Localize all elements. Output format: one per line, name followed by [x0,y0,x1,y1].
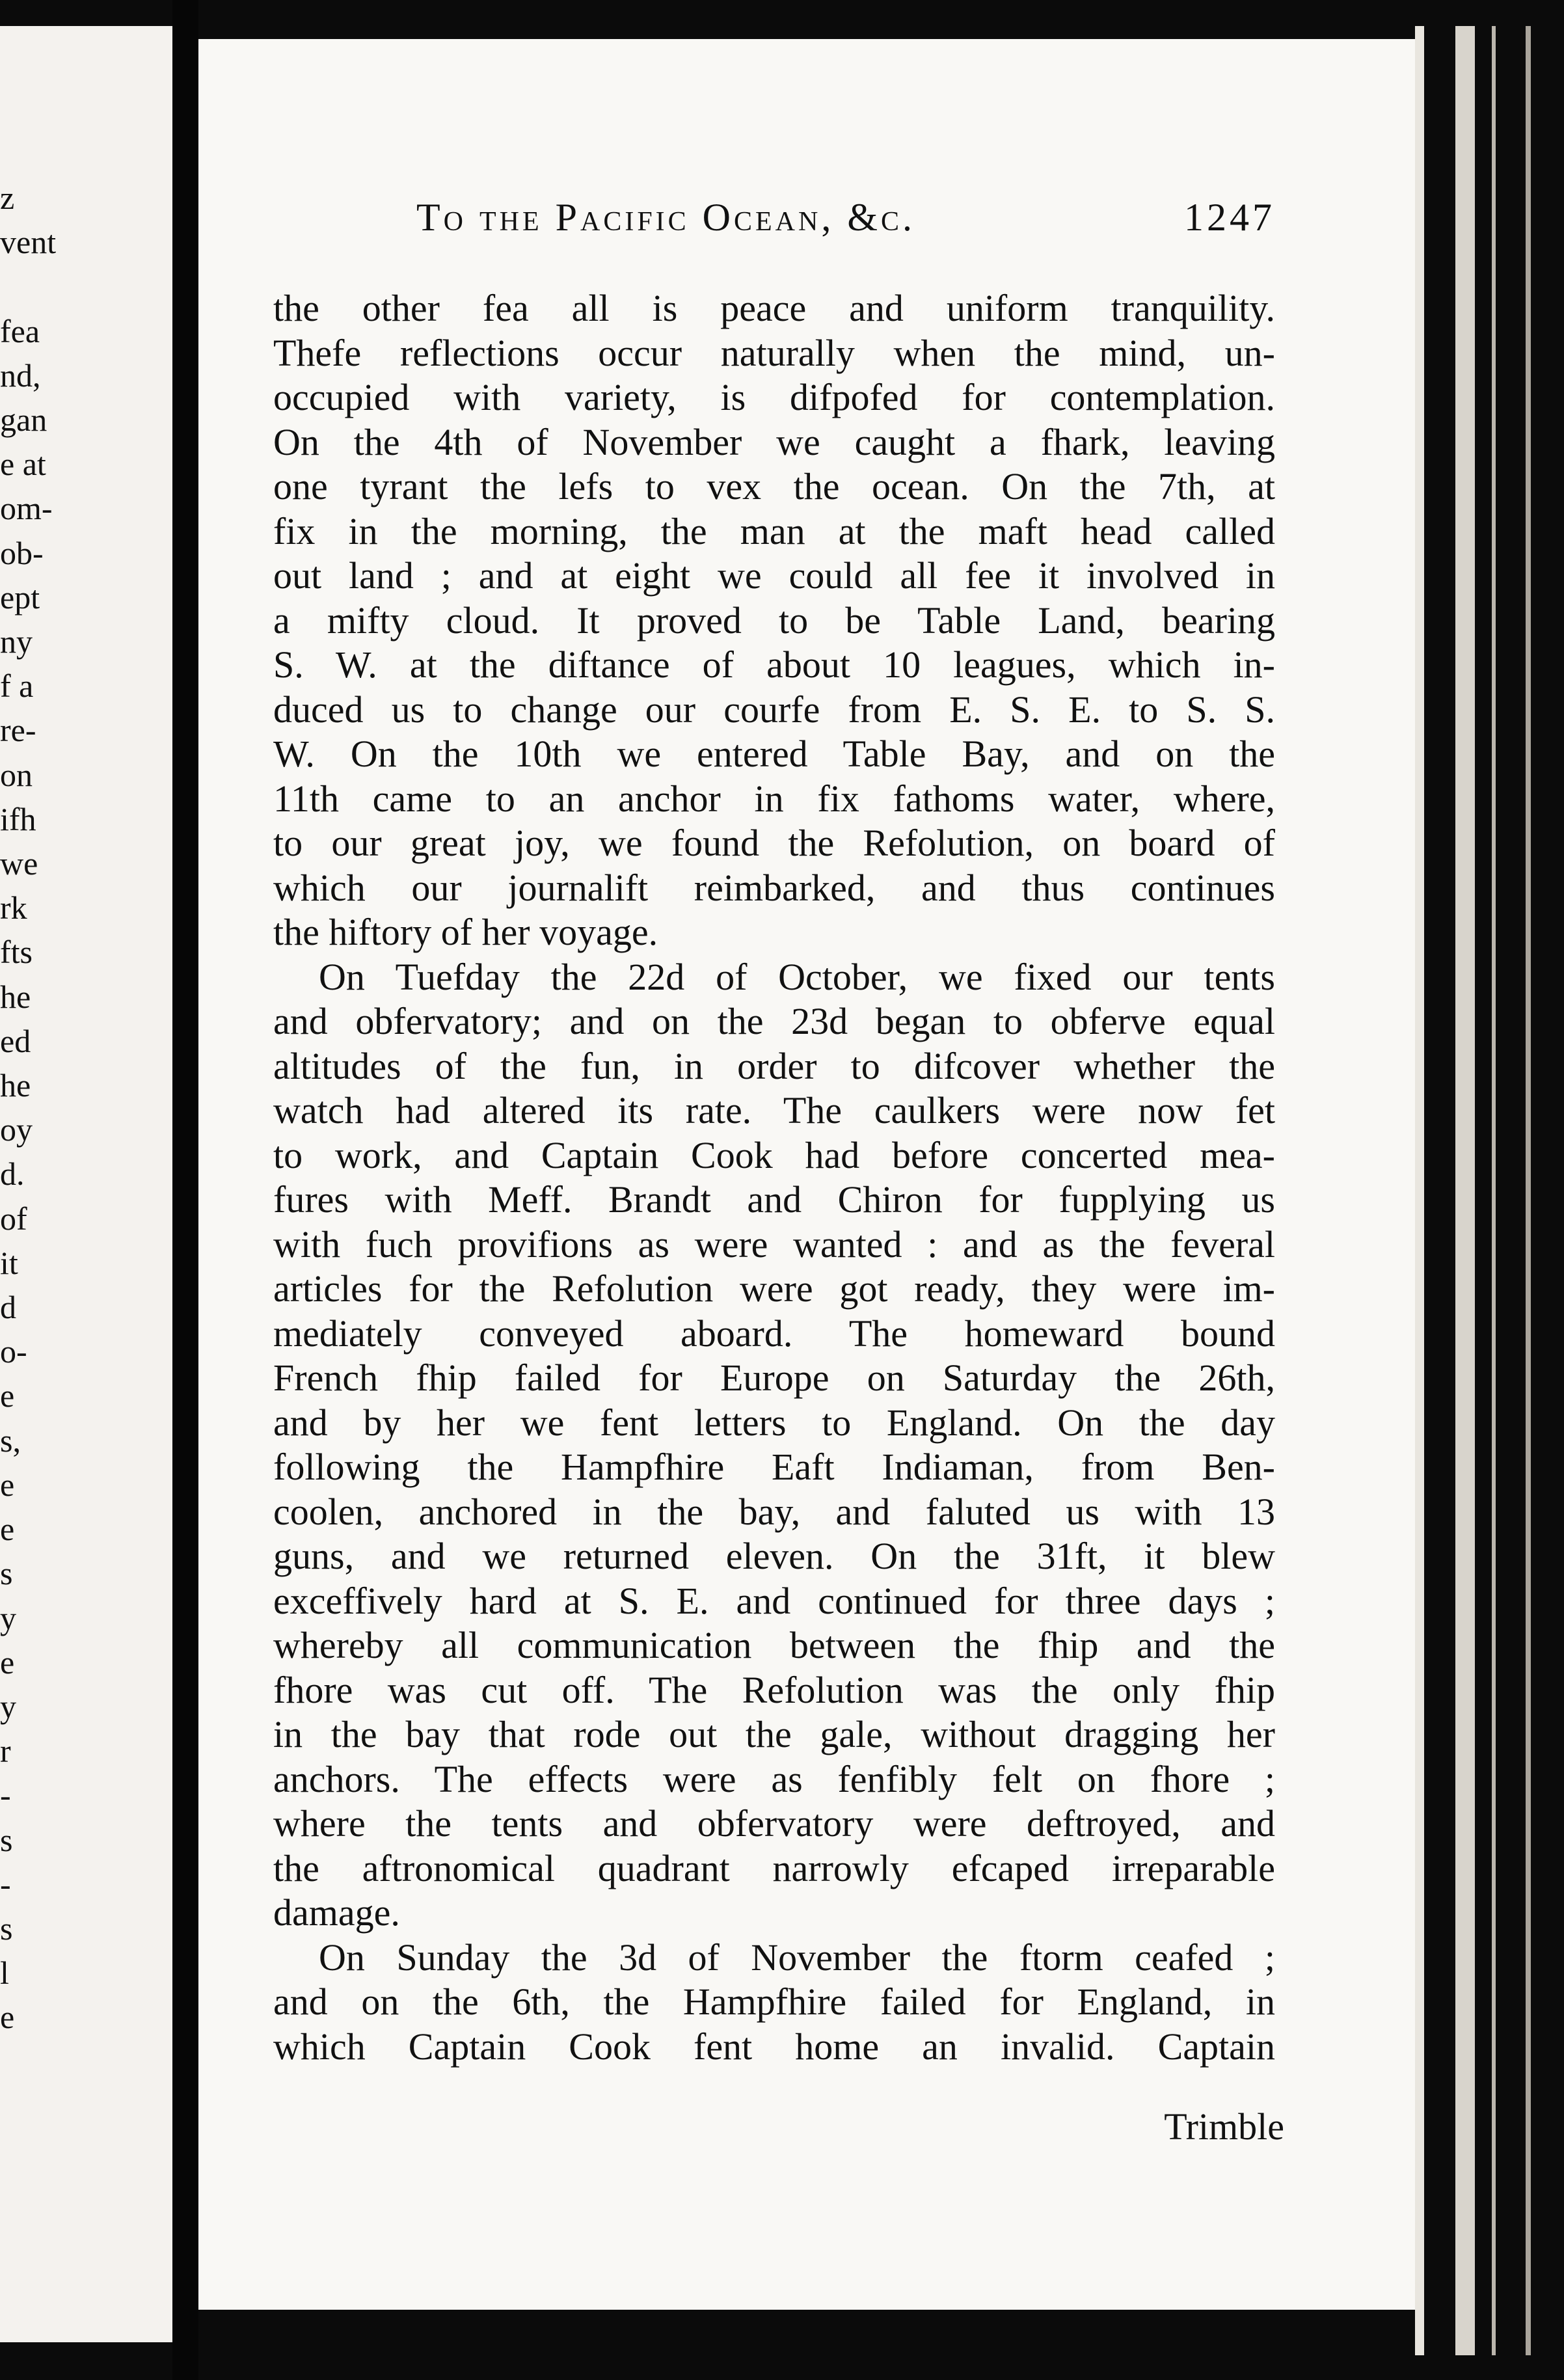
text-line: a mifty cloud. It proved to be Table Land, bearing [273,599,1275,642]
text-line: and on the 6th, the Hampfhire failed for England, in [273,1981,1275,2023]
text-line: occupied with variety, is difpofed for contemplation. [273,376,1275,418]
page-edges [1415,26,1564,2355]
left-page-fragment: e [0,1643,15,1681]
paragraph [273,955,1275,1936]
left-page-fragment: - [0,1777,11,1814]
text-line: with fuch provifions as were wanted : and as the feveral [273,1223,1275,1265]
text-line: whereby all communication between the fhip and the [273,1624,1275,1666]
text-line: Thefe reflections occur naturally when the mind, un- [273,331,1275,374]
left-page-fragment: l [0,1954,9,1992]
left-page-text-fragments [0,176,72,2040]
left-page [0,26,172,2342]
left-page-fragment: rk [0,889,27,926]
running-title: To the Pacific Ocean, &c. [416,196,916,239]
left-page-fragment: y [0,1599,16,1636]
left-page-fragment: oy [0,1111,33,1148]
text-line: guns, and we returned eleven. On the 31ft, it blew [273,1535,1275,1577]
left-page-fragment: ny [0,623,33,660]
text-line: anchors. The effects were as fenfibly felt on fhore ; [273,1757,1275,1800]
text-line: altitudes of the fun, in order to difcover whether the [273,1044,1275,1087]
left-page-fragment: fts [0,934,33,971]
left-page-fragment: - [0,1865,11,1902]
left-page-fragment: s [0,1821,13,1858]
left-page-fragment: o- [0,1333,27,1370]
text-line: S. W. at the diftance of about 10 leagues, which in- [273,643,1275,686]
left-page-fragment: gan [0,401,47,439]
left-page-fragment: d [0,1289,16,1326]
left-page-fragment: e [0,1511,15,1548]
left-page-fragment: he [0,978,31,1015]
left-page-fragment: ed [0,1022,31,1059]
left-page-fragment: vent [0,224,57,261]
paragraph [273,286,1275,955]
text-line: French fhip failed for Europe on Saturday the 26th, [273,1357,1275,1399]
left-page-fragment: nd, [0,357,41,394]
left-page-fragment: fea [0,312,40,349]
running-header [416,195,1275,254]
text-line: On Sunday the 3d of November the ftorm ceafed ; [319,1936,1275,1979]
text-line: one tyrant the lefs to vex the ocean. On the 7th, at [273,465,1275,507]
left-page-fragment: f a [0,668,34,705]
left-page-fragment: it [0,1244,18,1281]
text-line: following the Hampfhire Eaft Indiaman, from Ben- [273,1446,1275,1488]
body-text [273,286,1275,2069]
text-line: fures with Meff. Brandt and Chiron for fupplying us [273,1178,1275,1221]
text-line: the hiftory of her voyage. [273,911,658,953]
text-line: watch had altered its rate. The caulkers were now fet [273,1089,1275,1131]
left-page-fragment: d. [0,1156,25,1193]
left-page-fragment: e at [0,446,46,483]
text-line: which our journalift reimbarked, and thus continues [273,866,1275,909]
text-line: fix in the morning, the man at the maft head called [273,509,1275,552]
left-page-fragment: s [0,1910,13,1947]
left-page-fragment: we [0,845,38,882]
text-line: to work, and Captain Cook had before concerted mea- [273,1133,1275,1176]
text-line: coolen, anchored in the bay, and faluted us with 13 [273,1490,1275,1533]
left-page-fragment: om- [0,490,53,527]
text-line: fhore was cut off. The Refolution was the only fhip [273,1668,1275,1711]
left-page-fragment: s, [0,1422,21,1459]
text-line: 11th came to an anchor in fix fathoms water, where, [273,777,1275,820]
text-line: On the 4th of November we caught a fhark, leaving [273,420,1275,463]
text-line: W. On the 10th we entered Table Bay, and on the [273,733,1275,775]
left-page-fragment: e [0,1999,15,2036]
left-page-fragment: he [0,1067,31,1104]
book-gutter [172,0,198,2380]
left-page-fragment [0,264,72,308]
text-line: the other fea all is peace and uniform tranquility. [273,287,1275,329]
left-page-fragment: r [0,1733,11,1770]
text-line: the aftronomical quadrant narrowly efcaped irreparable [273,1846,1275,1889]
left-page-fragment: ept [0,578,40,615]
text-line: and obfervatory; and on the 23d began to obferve equal [273,1000,1275,1042]
left-page-fragment: ifh [0,800,36,837]
text-line: out land ; and at eight we could all fee it involved in [273,554,1275,597]
text-line: which Captain Cook fent home an invalid. Captain [273,2025,1275,2068]
text-line: damage. [273,1891,400,1934]
page-number: 1247 [1184,196,1275,239]
catchword: Trimble [1164,2105,1284,2148]
left-page-fragment: on [0,756,33,793]
text-line: where the tents and obfervatory were deftroyed, and [273,1802,1275,1845]
left-page-fragment: re- [0,712,36,749]
left-page-fragment: e [0,1466,15,1503]
text-line: duced us to change our courfe from E. S. E. to S. S. [273,688,1275,731]
paragraph [273,1936,1275,2070]
text-line: in the bay that rode out the gale, without dragging her [273,1713,1275,1755]
left-page-fragment: y [0,1688,16,1725]
text-line: mediately conveyed aboard. The homeward bound [273,1312,1275,1355]
left-page-fragment: z [0,180,15,216]
left-page-fragment: s [0,1555,13,1592]
text-line: On Tuefday the 22d of October, we fixed our tents [319,955,1275,998]
text-line: exceffively hard at S. E. and continued for three days ; [273,1579,1275,1622]
left-page-fragment: ob- [0,534,44,571]
text-line: articles for the Refolution were got ready, they were im- [273,1267,1275,1310]
left-page-fragment: e [0,1377,15,1414]
left-page-fragment: of [0,1200,27,1237]
text-line: and by her we fent letters to England. On the day [273,1401,1275,1444]
text-line: to our great joy, we found the Refolution, on board of [273,822,1275,864]
